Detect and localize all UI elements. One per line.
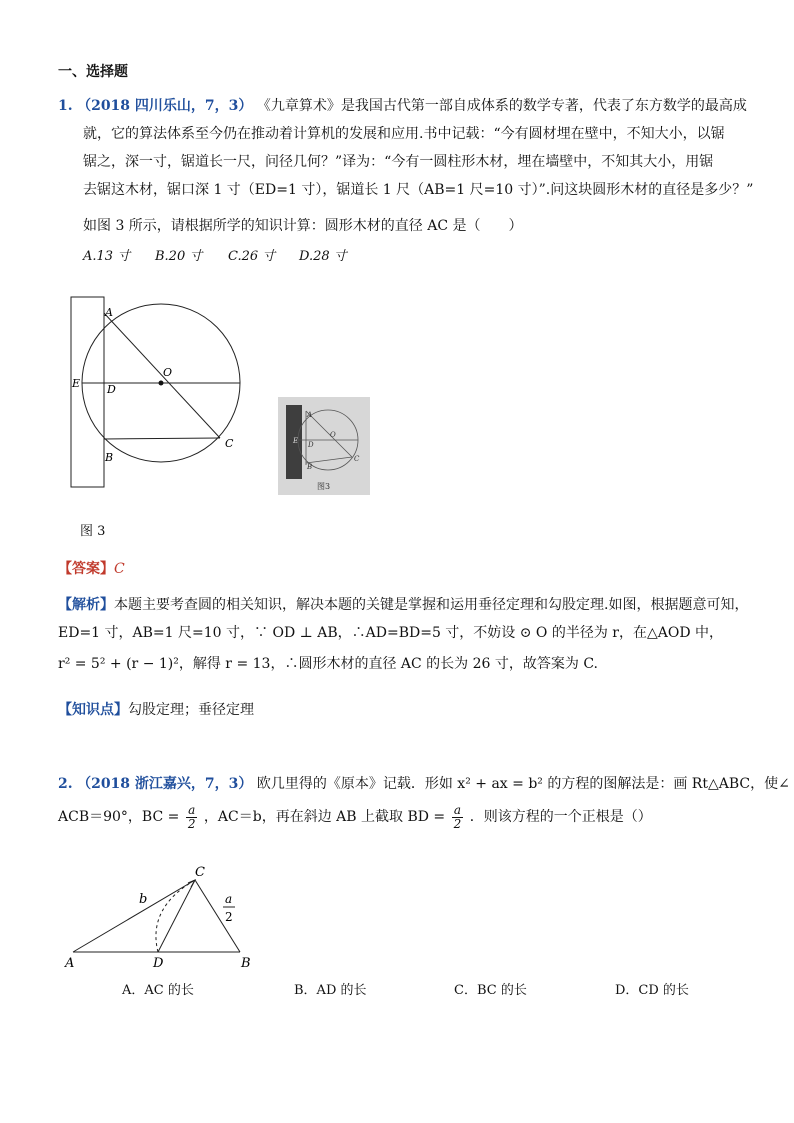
label-b-side: b [139,892,148,907]
q1-text-line2: 就，它的算法体系至今仍在推动着计算机的发展和应用.书中记载：“今有圆材埋在壁中，不知大小，以锯 [83,126,725,142]
label-o: O [163,366,173,379]
q1-answer-line [58,555,125,583]
q1-text-line3: 锯之，深一寸，锯道长一尺，问径几何？”译为：“今有一圆柱形木材，埋在墙壁中，不知其大小，用锯 [83,154,714,170]
label-b: B [241,956,251,971]
q2-text-line1: 欧几里得的《原本》记载．形如 x² + ax = b² 的方程的图解法是：画 Rt△ABC，使∠ [256,776,790,792]
q1-analysis-line2: ED=1 寸，AB=1 尺=10 寸，∵ OD ⊥ AB，∴AD=BD=5 寸，不妨设 ⊙ O 的半径为 r，在△AOD 中， [58,625,724,641]
answer-tag: 【答案】 [58,561,114,577]
q2-option-a[interactable]: A．AC 的长 [122,983,194,998]
q1-line1 [58,92,747,120]
label-c: C [195,865,205,880]
label-a-num: a [225,892,233,906]
q2-source: （2018 浙江嘉兴，7，3） [77,776,253,792]
svg-text:E: E [293,437,299,445]
q1-number: 1. [58,98,73,114]
fraction-bd: $\frac{a}{2}$ [453,802,462,831]
q2-triangle-figure [55,858,275,973]
q1-text-line5: 如图 3 所示，请根据所学的知识计算：圆形木材的直径 AC 是（ ） [83,218,523,234]
q1-source: （2018 四川乐山，7，3） [77,98,253,114]
q1-photo-thumbnail [278,397,370,495]
label-c: C [225,437,234,450]
q1-figure-caption: 图 3 [80,524,106,539]
q1-analysis-line3: r² = 5² + (r − 1)²，解得 r = 13，∴圆形木材的直径 AC 的长为 26 寸，故答案为 C. [58,656,598,672]
svg-text:O: O [330,431,336,439]
q2-option-c[interactable]: C．BC 的长 [454,983,527,998]
center-point-o [159,381,164,386]
q2-option-b[interactable]: B．AD 的长 [294,983,367,998]
q1-text-line4: 去锯这木材，锯口深 1 寸（ED=1 寸），锯道长 1 尺（AB=1 尺=10 寸）”.问这块圆形木材的直径是多少？” [83,182,754,198]
q2-line2: ACB＝90°，BC = $\frac{a}{2}$ ，AC＝b，再在斜边 AB 上截取 BD = $\frac{a}{2}$ ．则该方程的一个正根是（） [58,802,652,831]
svg-text:C: C [354,455,360,463]
svg-text:D: D [308,441,314,449]
label-d: D [153,956,164,971]
q1-option-d[interactable]: D.28 寸 [299,249,347,264]
knowledge-tag: 【知识点】 [58,702,128,718]
fraction-bc: $\frac{a}{2}$ [187,802,196,831]
analysis-tag: 【解析】 [58,597,114,613]
svg-text:A: A [307,411,313,419]
wall-rect [71,297,104,487]
label-d: D [107,383,116,396]
label-a: A [65,956,75,971]
q1-text-line1: 《九章算术》是我国古代第一部自成体系的数学专著，代表了东方数学的最高成 [256,98,747,114]
answer-value: C [114,561,125,577]
label-e: E [72,377,81,390]
svg-text:B: B [307,463,313,471]
chord-bc [104,438,220,439]
photo-caption: 图3 [317,482,331,491]
label-two-den: 2 [225,910,233,924]
q2-number: 2. [58,776,73,792]
q2-option-d[interactable]: D．CD 的长 [615,983,689,998]
q1-option-b[interactable]: B.20 寸 [155,249,203,264]
side-bc [195,880,240,952]
q1-option-a[interactable]: A.13 寸 [83,249,131,264]
section-title: 一、选择题 [58,64,128,80]
label-a: A [105,306,113,319]
label-b: B [105,451,114,464]
q1-knowledge-line: 【知识点】勾股定理；垂径定理 [58,702,254,718]
q1-circle-figure [60,290,260,500]
q1-option-c[interactable]: C.26 寸 [228,249,276,264]
q2-line1 [58,770,790,798]
diameter-ac [104,313,220,438]
q1-analysis-line1: 【解析】本题主要考查圆的相关知识，解决本题的关键是掌握和运用垂径定理和勾股定理.如图，根据题意可知， [58,597,749,613]
